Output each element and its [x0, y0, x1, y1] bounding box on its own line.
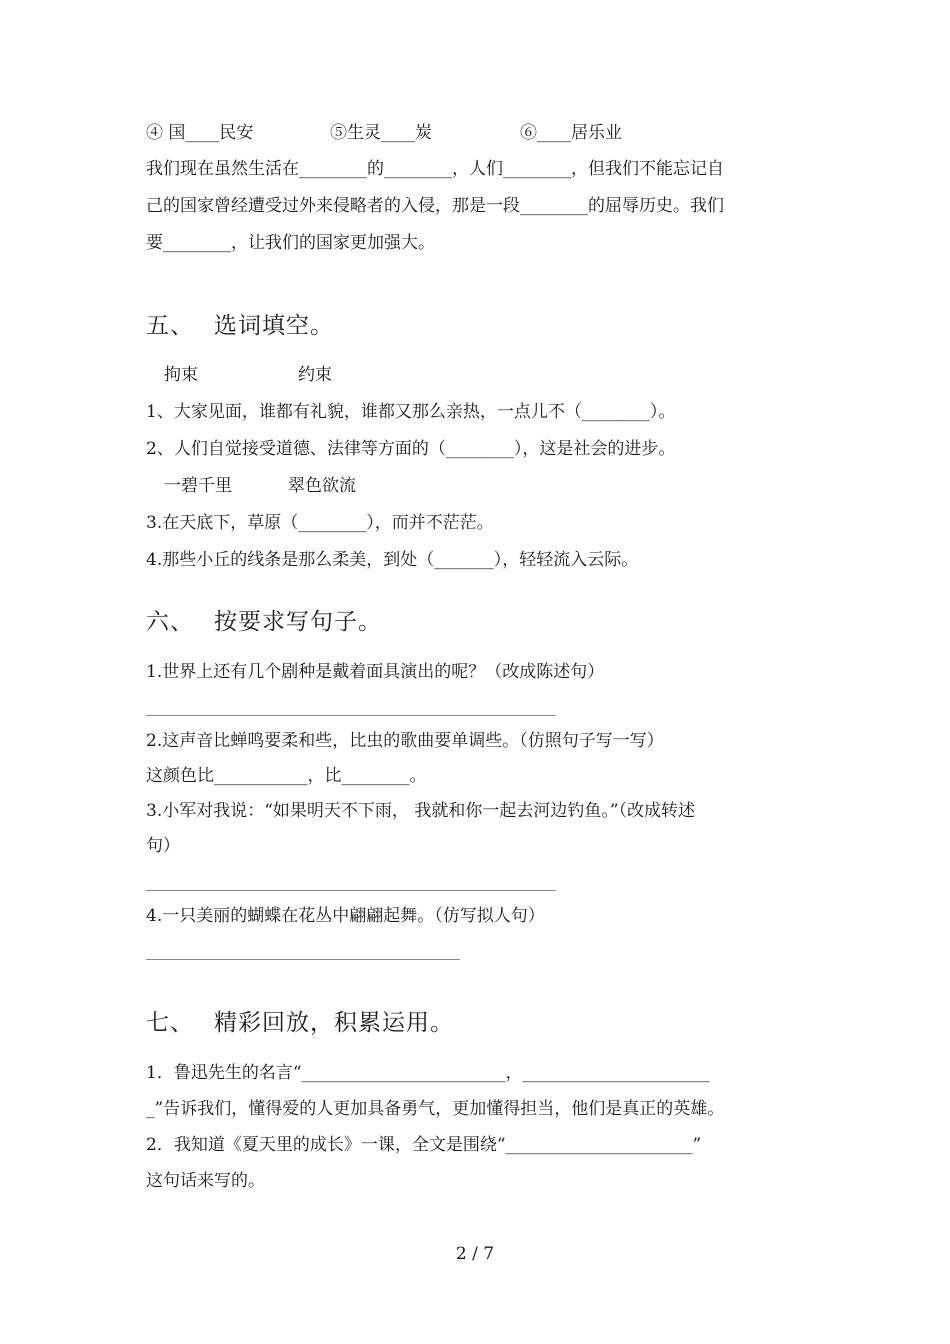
section-7-question-2-line-1: 2．我知道《夏天里的成长》一课，全文是围绕“______________________” [146, 1135, 702, 1155]
answer-line-3 [146, 959, 460, 960]
word-option-3: 一碧千里 [164, 476, 232, 496]
word-option-4: 翠色欲流 [288, 476, 356, 496]
section-6-heading [146, 607, 382, 637]
section-5-number: 五、 [146, 313, 194, 339]
section-6-title: 按要求写句子。 [214, 609, 382, 635]
page-number: 2 / 7 [455, 1244, 495, 1264]
section-7-question-1-line-2: _”告诉我们，懂得爱的人更加具备勇气，更加懂得担当，他们是真正的英雄。 [146, 1099, 725, 1119]
word-option-1: 拘束 [164, 365, 198, 385]
section-7-title: 精彩回放，积累运用。 [214, 1010, 454, 1036]
answer-line-2 [146, 890, 556, 891]
idiom-5: ⑤生灵____炭 [330, 123, 432, 143]
section-6-question-3-line-2: 句） [146, 836, 180, 856]
section-6-question-2-fill: 这颜色比___________，比________。 [146, 766, 427, 786]
section-5-question-2: 2、人们自觉接受道德、法律等方面的（________），这是社会的进步。 [146, 439, 676, 459]
paragraph-line-1: 我们现在虽然生活在________的________，人们________，但我们不能忘记自 [146, 159, 724, 179]
answer-line-1 [146, 715, 556, 716]
section-6-question-1: 1.世界上还有几个剧种是戴着面具演出的呢？（改成陈述句） [146, 662, 605, 682]
section-6-question-2: 2.这声音比蝉鸣要柔和些，比虫的歌曲要单调些。（仿照句子写一写） [146, 731, 664, 751]
section-6-number: 六、 [146, 609, 194, 635]
word-option-2: 约束 [298, 365, 332, 385]
paragraph-line-2: 己的国家曾经遭受过外来侵略者的入侵，那是一段________的屈辱历史。我们 [146, 196, 724, 216]
idiom-6: ⑥____居乐业 [520, 123, 622, 143]
section-7-question-1-line-1: 1．鲁迅先生的名言“________________________，______________________ [146, 1063, 710, 1083]
section-5-heading [146, 311, 334, 341]
section-5-question-1: 1、大家见面，谁都有礼貌，谁都又那么亲热，一点儿不（________）。 [146, 402, 676, 422]
section-6-question-3-line-1: 3.小军对我说：“如果明天不下雨， 我就和你一起去河边钓鱼。”（改成转述 [146, 801, 696, 821]
section-7-question-2-line-2: 这句话来写的。 [146, 1171, 265, 1191]
section-6-question-4: 4.一只美丽的蝴蝶在花丛中翩翩起舞。（仿写拟人句） [146, 906, 545, 926]
section-5-title: 选词填空。 [214, 313, 334, 339]
section-5-question-4: 4.那些小丘的线条是那么柔美，到处（_______），轻轻流入云际。 [146, 550, 639, 570]
section-7-heading [146, 1008, 454, 1038]
paragraph-line-3: 要________，让我们的国家更加强大。 [146, 233, 435, 253]
section-5-question-3: 3.在天底下，草原（________），而并不茫茫。 [146, 513, 494, 533]
section-7-number: 七、 [146, 1010, 194, 1036]
idiom-4: ④ 国____民安 [146, 123, 254, 143]
